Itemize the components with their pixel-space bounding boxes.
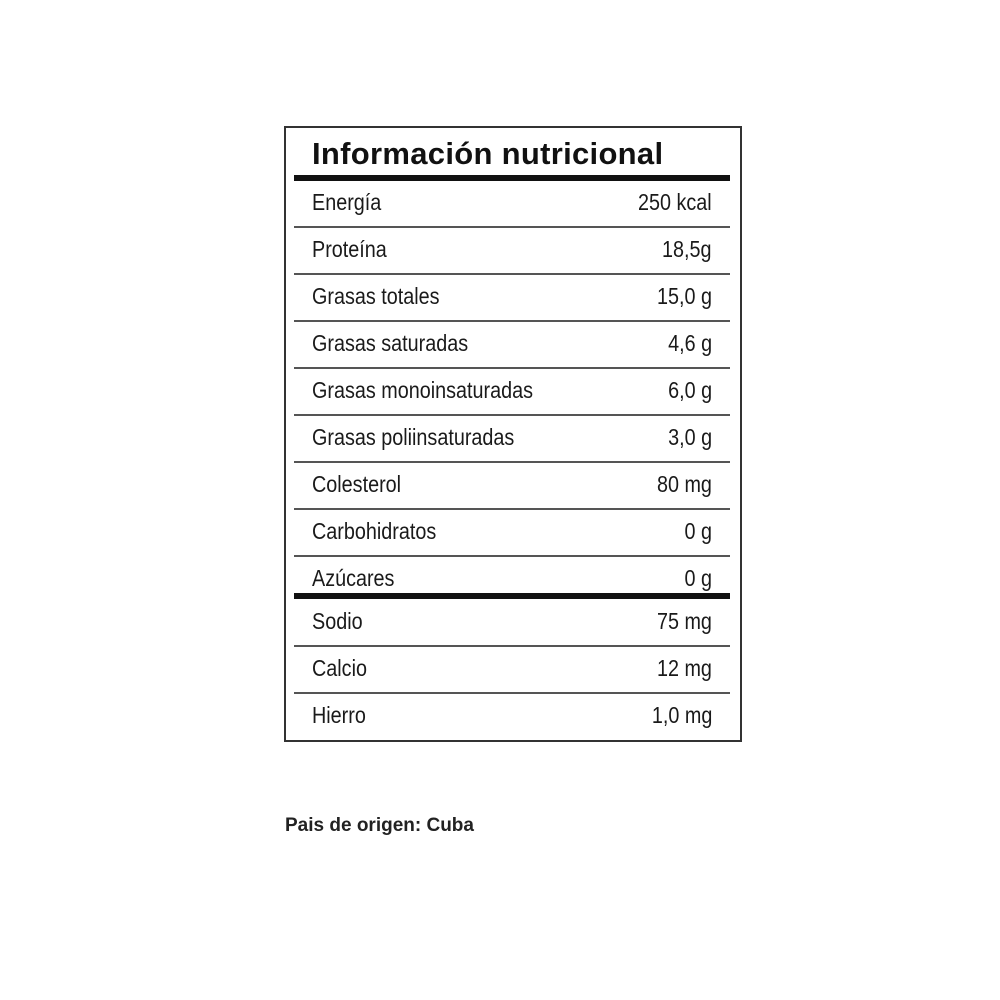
nutrient-label: Carbohidratos bbox=[312, 518, 437, 544]
country-of-origin: Pais de origen: Cuba bbox=[285, 815, 474, 836]
nutrient-value: 0 g bbox=[684, 518, 712, 544]
nutrient-value: 3,0 g bbox=[668, 424, 712, 450]
nutrient-label: Grasas saturadas bbox=[312, 330, 469, 356]
nutrient-label: Azúcares bbox=[312, 565, 395, 591]
nutrient-value: 18,5g bbox=[662, 236, 712, 262]
table-title: Información nutricional bbox=[312, 136, 664, 171]
nutrient-value: 4,6 g bbox=[668, 330, 712, 356]
nutrient-value: 1,0 mg bbox=[651, 702, 712, 728]
table-row bbox=[294, 694, 730, 739]
table-row bbox=[294, 369, 730, 416]
nutrient-value: 12 mg bbox=[657, 655, 712, 681]
table-row bbox=[294, 600, 730, 647]
nutrient-label: Colesterol bbox=[312, 471, 402, 497]
table-row bbox=[294, 322, 730, 369]
nutrient-label: Proteína bbox=[312, 236, 387, 262]
table-row bbox=[294, 463, 730, 510]
nutrient-value: 80 mg bbox=[657, 471, 712, 497]
nutrient-rows-minerals bbox=[294, 600, 730, 739]
nutrient-label: Energía bbox=[312, 189, 382, 215]
table-row bbox=[294, 647, 730, 694]
table-row bbox=[294, 275, 730, 322]
nutrient-value: 6,0 g bbox=[668, 377, 712, 403]
nutrient-label: Sodio bbox=[312, 608, 363, 634]
nutrient-value: 75 mg bbox=[657, 608, 712, 634]
table-row bbox=[294, 416, 730, 463]
nutrient-value: 250 kcal bbox=[638, 189, 712, 215]
nutrient-label: Calcio bbox=[312, 655, 367, 681]
nutrient-rows-main bbox=[294, 181, 730, 602]
nutrient-value: 0 g bbox=[684, 565, 712, 591]
nutrient-value: 15,0 g bbox=[657, 283, 712, 309]
nutrient-label: Hierro bbox=[312, 702, 366, 728]
nutrition-facts-table bbox=[284, 126, 742, 742]
section-divider bbox=[294, 593, 730, 599]
nutrient-label: Grasas totales bbox=[312, 283, 440, 309]
table-row bbox=[294, 181, 730, 228]
table-row bbox=[294, 228, 730, 275]
nutrient-label: Grasas monoinsaturadas bbox=[312, 377, 533, 403]
table-row bbox=[294, 510, 730, 557]
nutrient-label: Grasas poliinsaturadas bbox=[312, 424, 515, 450]
